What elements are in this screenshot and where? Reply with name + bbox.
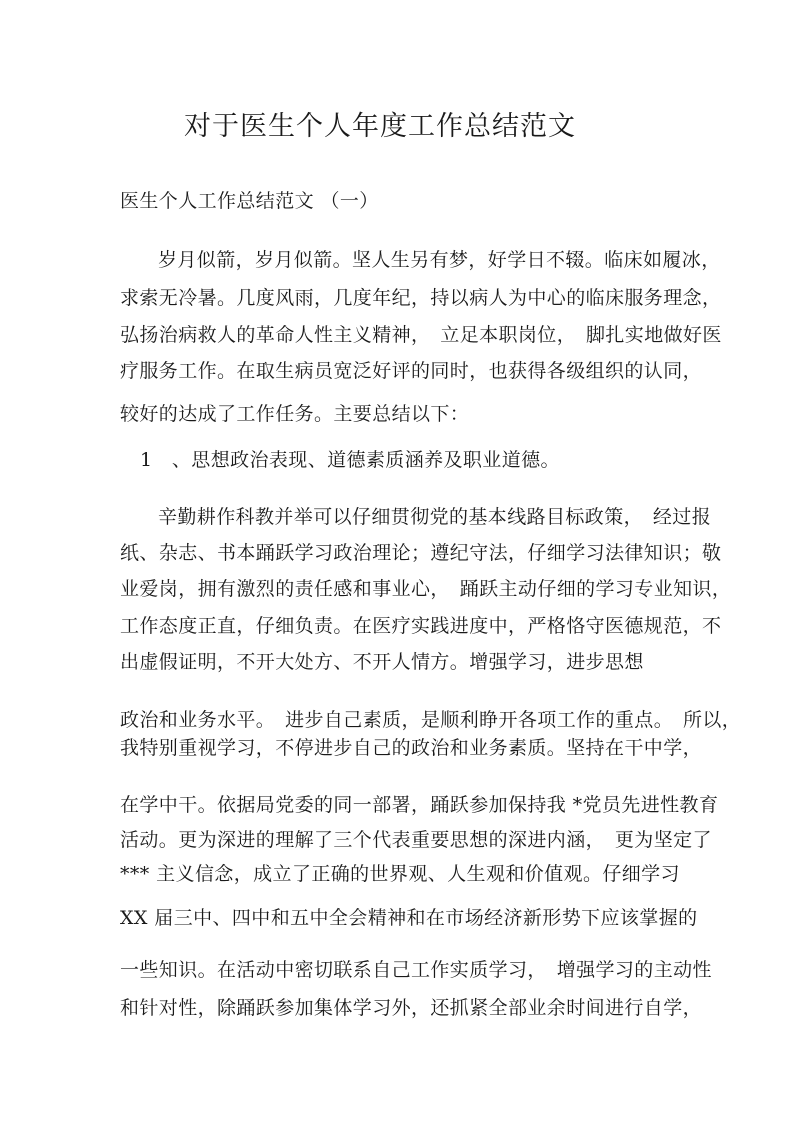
paragraph-line: 纸、杂志、书本踊跃学习政治理论；遵纪守法，仔细学习法律知识；敬 <box>120 542 722 564</box>
section-heading: 医生个人工作总结范文 （一） <box>120 190 379 212</box>
paragraph-line: 弘扬治病救人的革命人性主义精神， 立足本职岗位， 脚扎实地做好医 <box>120 324 722 346</box>
paragraph-line: 在学中干。依据局党委的同一部署，踊跃参加保持我 *党员先进性教育 <box>120 794 719 816</box>
paragraph-line: 较好的达成了工作任务。主要总结以下： <box>120 403 470 425</box>
paragraph-line: 辛勤耕作科教并举可以仔细贯彻党的基本线路目标政策， 经过报 <box>158 506 712 528</box>
paragraph-line: 和针对性，除踊跃参加集体学习外，还抓紧全部业余时间进行自学， <box>120 997 703 1019</box>
paragraph-line: 我特别重视学习，不停进步自己的政治和业务素质。坚持在干中学， <box>120 737 703 759</box>
paragraph-line: 出虚假证明，不开大处方、不开人情方。增强学习，进步思想 <box>120 651 644 673</box>
paragraph-line: 业爱岗，拥有激烈的责任感和事业心， 踊跃主动仔细的学习专业知识， <box>120 578 732 600</box>
paragraph-line: 岁月似箭，岁月似箭。坚人生另有梦，好学日不辍。临床如履冰， <box>158 249 721 271</box>
paragraph-line: 求索无冷暑。几度风雨，几度年纪，持以病人为中心的临床服务理念， <box>120 287 722 309</box>
paragraph-line: 一些知识。在活动中密切联系自己工作实质学习， 增强学习的主动性 <box>120 959 712 981</box>
paragraph-line: XX 届三中、四中和五中全会精神和在市场经济新形势下应该掌握的 <box>120 907 698 929</box>
paragraph-line: 疗服务工作。在取生病员宽泛好评的同时，也获得各级组织的认同， <box>120 360 703 382</box>
paragraph-line: 政治和业务水平。 进步自己素质，是顺利睁开各项工作的重点。 所以， <box>120 709 742 731</box>
paragraph-line: 活动。更为深进的理解了三个代表重要思想的深进内涵， 更为坚定了 <box>120 829 712 851</box>
paragraph-line: *** 主义信念，成立了正确的世界观、人生观和价值观。仔细学习 <box>120 863 680 885</box>
document-title: 对于医生个人年度工作总结范文 <box>184 111 576 142</box>
paragraph-line: 工作态度正直，仔细负责。在医疗实践进度中，严格恪守医德规范，不 <box>120 615 722 637</box>
list-item-heading: 1 、思想政治表现、道德素质涵养及职业道德。 <box>140 449 560 471</box>
